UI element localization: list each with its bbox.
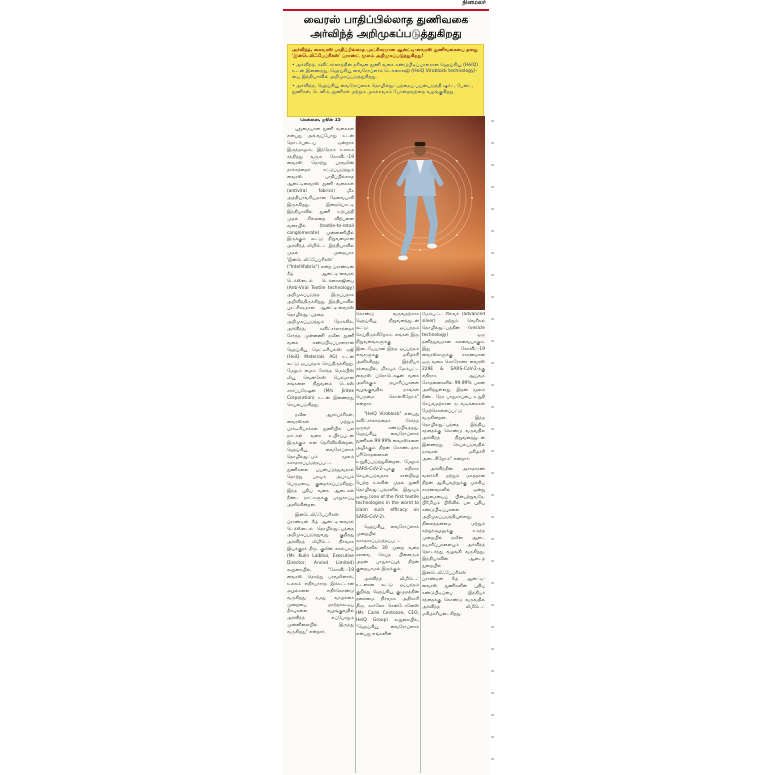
column-divider-2 [420,312,421,773]
article-column-2 [356,312,419,773]
col1-paragraph-3: இன்டெலிஃபேப்ரிக்ஸ் ப்ராண்டின் கீழ் ஆன்ட்டி-வைரல் டெக்ஸ்டைல் தொழில்நுட்பத்தை அறிமுகப்படுத்துவது குறித்து அர்விந்த் லிமிடெட் நிர்வாக இயக்குநர் திரு. குலின் லால்பாய் (Mr. Kulin Lalbhai, Executive Director, Arvind Limited) கூறுகையில், "கோவிட்-19 வைரஸ் தொற்று பரவலினால், உலகம் எதிர்பாராத இக்கட்டான சூழல்களை எதிர்கொண்டு வருகிறது. நமது வாழ்க்கை முறையை மாற்றக்கூடிய தீர்வுகளை வழங்குவதில் அர்விந்த் எப்போதும் முன்னிலையில் இருந்து வருகிறது" என்றார். [287,512,354,636]
col3-paragraph-1: மேம்பட்ட சில்வர் (advanced silver) மற்றும் வெசிகல் தொழில்நுட்பத்தின் (vesicle technology) ஒரு தனித்துவமான கலவையாகும். இது கோவிட்-19 வைரஸ்களுக்கு காரணமான ஒரு வகை கொரோனா வைரஸ் 229E & SARS-CoV-2-க்கு எதிராக ஆய்வக சோதனைகளில் 99.99% பலன் அளித்துள்ளது. இதன் மூலம் நீண்ட நேர பாதுகாப்பை உறுதி செய்வதற்கான நடவடிக்கைகள் மேற்கொள்ளப்பட்டு வருகின்றன. இந்த தொழில்நுட்பத்தை இந்திய சந்தைக்கு கொண்டு வருவதில் அர்விந்த் நிறுவனத்துடன் இணைந்து செயல்படுவதில் நாங்கள் மகிழ்ச்சி அடைகிறோம்" என்றார். [422,312,485,463]
model-photo [356,116,485,310]
summary-bullet-2-text: அர்விந்த், ஹெய்கியூ வைரோப்ளாக் தொழில்நுட்பத்தைப் பயன்படுத்தி ஷர்ட், பேன்ட், துணிகள், டெனிம், துணிகள் மற்றும் முகக்கவசம் போன்றவற்றை வழங்குகிறது. [292,84,474,95]
newspaper-clipping [283,0,489,775]
headline-line-1: வைரஸ் பாதிப்பில்லாத துணிவகை [303,14,469,26]
col2-paragraph-1: கொண்டு வருவதற்காக ஹெய்கியூ நிறுவனத்துடன் கூட்டு ஒப்பந்தம் செய்திருக்கிறோம். எங்கள் இரு நிறுவனங்களுக்கு இடையேயான இந்த ஒப்பந்தம் எங்களுக்கு மகிழ்ச்சி அளிக்கிறது. இந்தியச் சந்தையில், மிகவும் மேம்பட்ட வைரஸ் ப்ரொடெக்ஷன் வகை அளிக்கும் தயாரிப்புகளை வழங்குவதில் நாங்கள் பெருமை கொள்கிறோம்" என்றார். [356,312,419,407]
masthead [283,0,489,9]
summary-bullet-2: • அர்விந்த், ஹெய்கியூ வைரோப்ளாக் தொழில்நுட்பத்தைப் பயன்படுத்தி ஷர்ட், பேன்ட், துணிகள், டெனிம், துணிகள் மற்றும் முகக்கவசம் போன்றவற்றை வழங்குகிறது. [292,84,474,95]
col3-paragraph-2: அர்விந்தின் அசாதாரண வளர்ச்சி மற்றும் மகத்தான திறன் ஆகியவற்றுக்கு முக்கிய காரணங்களில் ஒன்று புதுமையைப் பின்பற்றுவதே. பிரீமியம் பிரிவில் பல புதிய கண்டுபிடிப்புகளை அறிமுகப்படுத்தியுள்ளது. நிலைத்தன்மை மற்றும் சுற்றுச்சூழலுக்கு உகந்த முறையில் நவீன ஆடை தயாரிப்புகளையும் அர்விந்த் தொடர்ந்து வழங்கி வருகிறது. இந்தியாவின் ஆடைத் துறையில் இன்டெலிஃபேப்ரிக்ஸ் ப்ராண்டின் கீழ் ஆன்ட்டி-வைரஸ் துணிகளின் புதிய கண்டுபிடிப்பை இந்தியச் சந்தைக்கு கொண்டு வருவதில் அர்விந்த் லிமிடெட் மகிழ்ச்சியடைகிறது. [422,466,485,617]
summary-bullet-1: • அர்விந்த், சுவிட்சர்லாந்தின் தரிவன துணி வகை கண்டுபிடிப்பாளரான ஹெய்கியூ (HeiQ) உடன் இணைந்து, ஹெய்கியூ வைரோப்ளாக் டெக்னாலஜி (HeiQ Viroblock technology)-யை இந்தியாவில் அறிமுகப்படுத்துகிறது. [292,63,478,80]
col2-paragraph-4: அர்விந்த் லிமிடெட் உடனான கூட்டு ஒப்பந்தம் குறித்து ஹெய்கியூ குழுமத்தின் தலைமை நிர்வாக அதிகாரி திரு. கார்லோ சென்டோனேஸ் (Mr. Carlo Centonze, CEO, HeiQ Group) கூறுகையில், "ஹெய்கியூ வைரோப்ளாக் என்பது எங்களின் [356,576,419,637]
summary-bullet-1-text: அர்விந்த், சுவிட்சர்லாந்தின் தரிவன துணி வகை கண்டுபிடிப்பாளரான ஹெய்கியூ (HeiQ) உடன் இணைந்து, ஹெய்கியூ வைரோப்ளாக் டெக்னாலஜி (HeiQ Viroblock technology)-யை இந்தியாவில் அறிமுகப்படுத்துகிறது. [292,63,478,80]
masthead-red-bar [283,9,489,11]
right-margin-marks [491,120,494,760]
col2-paragraph-3: ஹெய்கியூ வைரோப்ளாக் முறையில் சுகாதாரப்படுத்தப்பட்ட துணிகளில் 30 முறை வரை சலவை செய்த பின்னரும் அதன் பாதுகாப்புத் திறன் குறையாமல் இருக்கும். [356,525,419,572]
summary-lead: அர்விந்த், கைவரஸ் பாதிப்பில்லாத புரட்சிகரமான ஆன்ட்டி-வைரஸ் துணிவகையை தனது 'இன்டெலிஃபேப்ரிக்ஸ்' ப்ராண்ட் மூலம் அறிமுகப்படுத்துகிறது! [292,48,478,59]
column-divider-1 [355,118,356,773]
summary-box [287,44,484,117]
dateline: சென்னை, ஜூன் 15 [300,118,341,123]
col1-paragraph-1: புதுமையான துணி வகைகள் என்பது அவ்வப்போது உடன் தொடர்புடைய ஒன்றாக இருந்தாலும், இந்நேரம் உலகம் சந்தித்து வரும் கோவிட்-19 வைரஸ் தொற்று பரவலின் தாக்கத்தைக் கட்டுப்படுத்தும் வைரஸ் பாதிப்பில்லாத ஆன்ட்டிவைரஸ் துணி வகைகள் (antiviral fabrics) மிக அத்தியாவசியமான தேவையாகி இருக்கிறது. இதையொட்டி இந்தியாவில் துணி உற்பத்தி முதல் சில்லறை விற்பனை வரையில் (textile-to-retail conglomerate) முன்னணியில் இருக்கும் கூட்டு நிறுவனமான அர்விந்த் லிமிடெட் இந்தியாவில் முதல் முறையாக 'இன்டெலிஃபேப்ரிக்ஸ்' ("Intellifabrix") என்ற ப்ராண்டின் கீழ் ஆன்ட்டி-வைரல் டெக்ஸ்டைல் டெக்னாலஜியை (Anti-Viral Textile technology) அறிமுகப்படுத்த இருப்பதாக அறிவித்திருக்கிறது. இந்தியாவில் புரட்சிகரமான ஆன்ட்டி-வைரஸ் தொழில்நுட்பத்தை அறிமுகப்படுத்தும் நோக்கில், அர்விந்த், சுவிட்சர்லாந்தைச் சேர்ந்த முன்னணி நவீன துணி வகை கண்டுபிடிப்பாளரான ஹெய்கியூ மெட்டீரியல்ஸ் ஏஜி (HeiQ Materials AG) உடன் கூட்டு ஒப்பந்தம் செய்திருக்கிறது. மேலும் மைம் சேர்ந்த மெம்பிஸ் லியூ வென்கேஸ் பெல்மான எங்களை நிறுவனம் டெக்ஸ் கார்ப்பரேஷன் (M/s Jintex Corporation) உடன் இணைந்து செயல்படுகிறது. [287,126,354,409]
article-column-3 [422,312,485,773]
model-photo-illustration [356,116,485,310]
col1-paragraph-2: நவீன ஆராய்ச்சிகள், வைரஸ்கள் மற்றும் பாக்டீரியாக்கள் துணியில் பல நாட்கள் வரை உயிர்ப்புடன் இருக்கும் என தெரிவிக்கின்றன. ஹெய்கியூ வைரோப்ளாக் தொழில்நுட்பம் மூலம் சுகாதாரப்படுத்தப்பட்ட துணிகளை பயன்படுத்துவதால் தொற்று பரவும் அபாயம் பெருமளவு குறைக்கப்படுகிறது. இந்த புதிய வகை ஆடைகள் நீண்ட நாட்களுக்கு பாதுகாப்பு அளிக்கின்றன. [287,413,354,508]
headline [287,13,485,41]
publication-name: தினமலர் [462,0,486,6]
headline-line-2: அர்விந்த் அறிமுகப்படுத்துகிறது [310,28,462,40]
article-column-1 [287,118,354,773]
col2-paragraph-2: "HeiQ Viroblock" என்பது சுவிட்சர்லாந்தைச் சேர்ந்த ஒருவர் கண்டுபிடித்தது. ஹெய்கியூ வைரோப்ளாக் துணிகள் 99.99% வைரஸ்களை அழிக்கும் திறன் கொண்டதாக பரிசோதனைகள் உறுதிப்படுத்துகின்றன. மேலும் SARS-CoV-2-வுக்கு எதிராக செயல்படுவதாக சான்றிதழ் பெற்ற உலகின் முதல் துணி தொழில்நுட்பங்களில் இதுவும் ஒன்று (one of the first textile technologies in the world to claim such efficacy on SARS-CoV-2). [356,411,419,521]
